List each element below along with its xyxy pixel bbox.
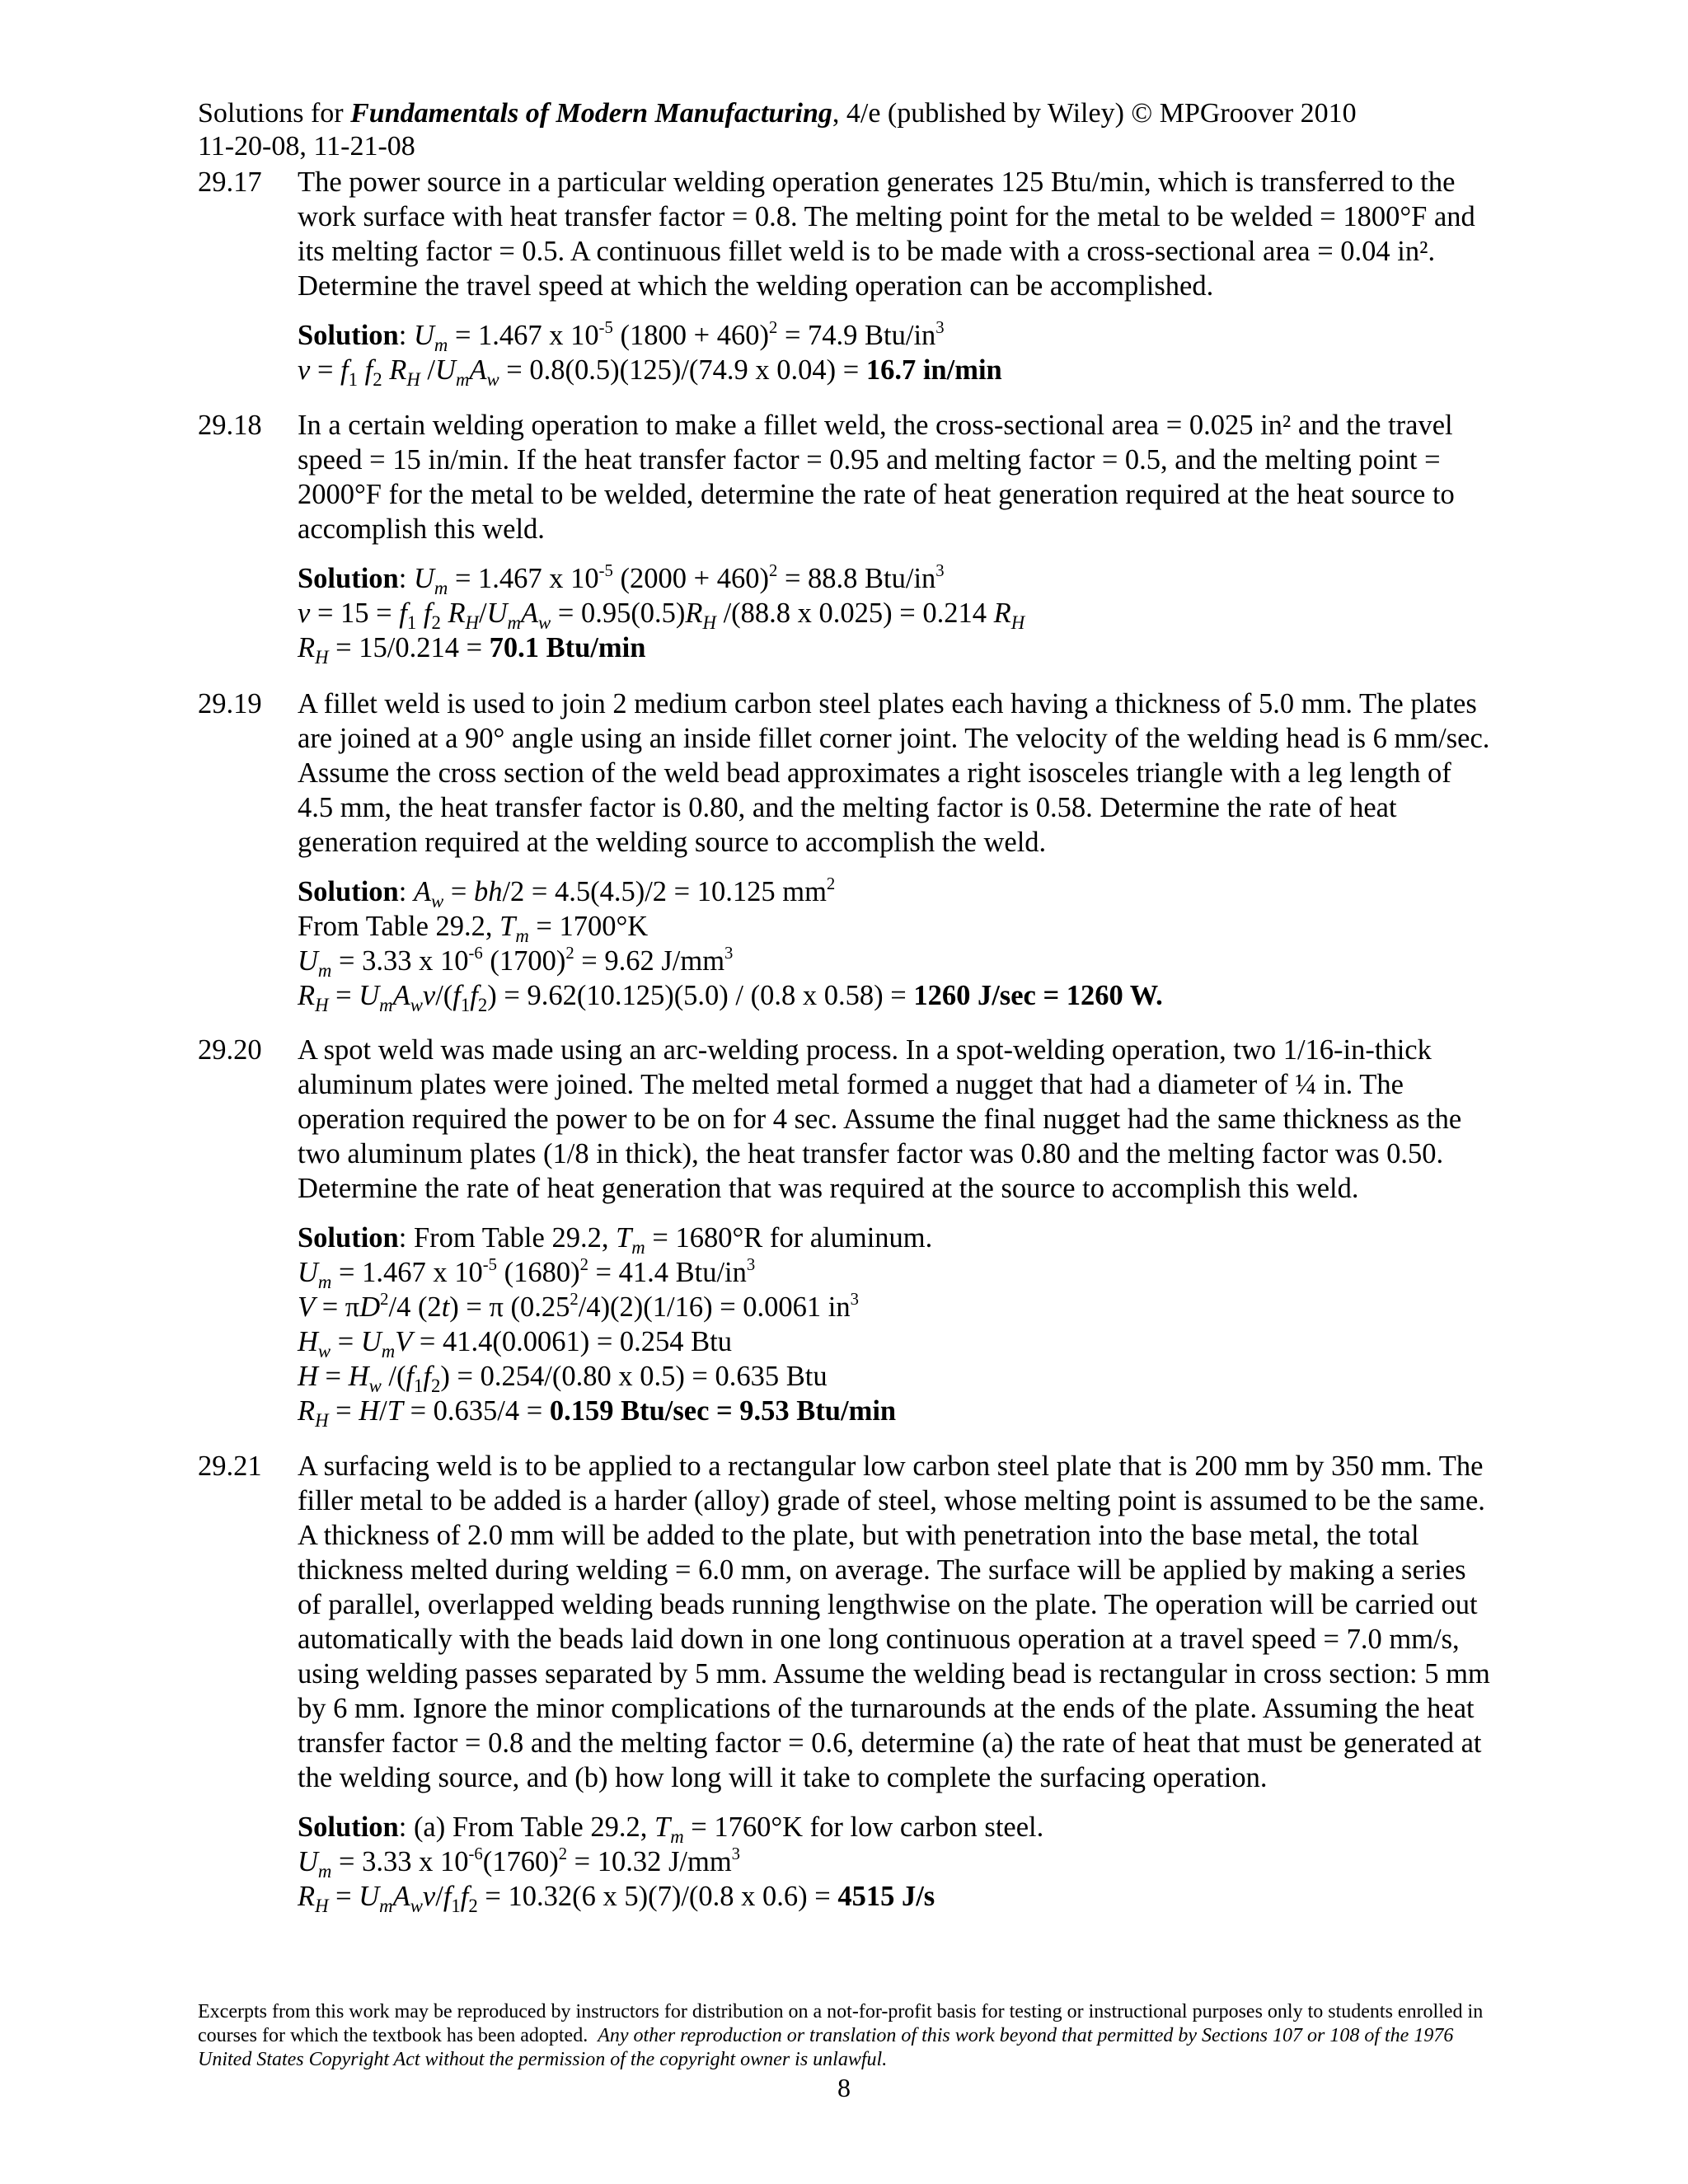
problem-number: 29.19 — [198, 688, 262, 719]
solution-line: Solution: $U_m = 1.467$ x $10^{-5}$ $(1800 + 460)^2 = 74.9$ Btu/$in^3$ — [298, 318, 945, 355]
solution-line: $U_m = 3.33$ x $10^{-6}(1760)^2 = 10.32$ $J/mm^3$ — [298, 1844, 741, 1882]
solution — [298, 874, 1492, 1013]
book-title: Fundamentals of Modern Manufacturing — [350, 98, 832, 129]
header-suffix: , 4/e (published by Wiley) © MPGroover 2010 — [832, 98, 1357, 129]
problem-number: 29.21 — [198, 1451, 262, 1482]
solution-line: $R_H = U_mA_wv/f_1f_2 = 10.32(6$ x 5)(7)/(0.8 x 0.6) = 4515 J/s — [298, 1881, 935, 1916]
footer-plain: Excerpts from this work may be reproduced by instructors for distribution on a not-for-profit basis for testing or instructional purposes only to students enrolled in courses for which the textbook has been adopted. — [198, 2001, 1484, 2046]
solution — [298, 1221, 1492, 1431]
problem-text: A spot weld was made using an arc-welding process. In a spot-welding operation, two 1/16-in-thick aluminum plates were joined. The melted metal formed a nugget that had a diameter of ¼ in. The operation required the power to be on for 4 sec. Assume the final nugget had the same thickness as the two aluminum plates (1/8 in thick), the heat transfer factor was 0.80 and the melting factor was 0.50. Determine the rate of heat generation that was required at the source to accomplish this weld. — [298, 1034, 1462, 1204]
copyright-footer — [198, 2000, 1484, 2072]
problem-29-20 — [198, 1033, 1492, 1431]
header-line-1 — [198, 97, 1357, 130]
problem-29-18 — [198, 408, 1492, 668]
solution-line: $U_m = 3.33$ x $10^{-6}$ $(1700)^2 = 9.62$ $J/mm^3$ — [298, 944, 734, 981]
solution-line: $v = 15 = f_1$ $f_2$ $R_H/U_mA_w = 0.95(0.5)R_H$ /(88.8 x 0.025) = 0.214 $R_H$ — [298, 598, 1025, 633]
solution-line: Solution: $A_w = bh/2 = 4.5(4.5)/2 = 10.125$ $mm^2$ — [298, 874, 836, 912]
solution — [298, 561, 1492, 668]
problem-29-21 — [198, 1449, 1492, 1914]
solution-line: $U_m = 1.467$ x $10^{-5}$ $(1680)^2 = 41.4$ Btu/$in^3$ — [298, 1255, 756, 1292]
problem-text: In a certain welding operation to make a fillet weld, the cross-sectional area = 0.025 in² and the travel speed = 15 in/min. If the heat transfer factor = 0.95 and melting factor = 0.5, and the melting point = 2000°F for the metal to be welded, determine the rate of heat generation required at the heat source to accomplish this weld. — [298, 410, 1455, 545]
problem-text: A surfacing weld is to be applied to a rectangular low carbon steel plate that is 200 mm by 350 mm. The filler metal to be added is a harder (alloy) grade of steel, whose melting point is assumed to be the same. A thickness of 2.0 mm will be added to the plate, but with penetration into the base metal, the total thickness melted during welding = 6.0 mm, on average. The surface will be applied by making a series of parallel, overlapped welding beads running lengthwise on the plate. The operation will be carried out automatically with the beads laid down in one long continuous operation at a travel speed = 7.0 mm/s, using welding passes separated by 5 mm. Assume the welding bead is rectangular in cross section: 5 mm by 6 mm. Ignore the minor complications of the turnarounds at the ends of the plate. Assuming the heat transfer factor = 0.8 and the melting factor = 0.6, determine (a) the rate of heat that must be generated at the welding source, and (b) how long will it take to complete the surfacing operation. — [298, 1451, 1490, 1793]
header-dates: 11-20-08, 11-21-08 — [198, 131, 415, 162]
problem-29-19 — [198, 687, 1492, 1013]
solution — [298, 1810, 1492, 1914]
problem-29-17 — [198, 165, 1492, 390]
page-number: 8 — [837, 2073, 851, 2102]
solution-line: $H = H_w$ $/(f_1f_2) = 0.254/(0.80$ x 0.5) = 0.635 Btu — [298, 1361, 828, 1396]
solution-line: $R_H = U_mA_wv/(f_1f_2) = 9.62(10.125)(5.0) / (0.8$ x 0.58) = 1260 J/sec = 1260 W. — [298, 980, 1163, 1015]
solution-line: From Table 29.2, $T_m = 1700^\circ K$ — [298, 911, 649, 946]
problem-number: 29.18 — [198, 410, 262, 441]
solution-line: Solution: $U_m = 1.467$ x $10^{-5}$ $(2000 + 460)^2 = 88.8$ Btu/$in^3$ — [298, 561, 945, 598]
solution-line: $R_H = H/T = 0.635/4 = 0.159$ Btu/sec = 9.53 Btu/min — [298, 1395, 897, 1431]
problem-text: The power source in a particular welding operation generates 125 Btu/min, which is transferred to the work surface with heat transfer factor = 0.8. The melting point for the metal to be welded = 1800°F and its melting factor = 0.5. A continuous fillet weld is to be made with a cross-sectional area = 0.04 in². Determine the travel speed at which the welding operation can be accomplished. — [298, 166, 1475, 302]
solution — [298, 318, 1492, 390]
problem-text: A fillet weld is used to join 2 medium carbon steel plates each having a thickness of 5.0 mm. The plates are joined at a 90° angle using an inside fillet corner joint. The velocity of the welding head is 6 mm/sec. Assume the cross section of the weld bead approximates a right isosceles triangle with a leg length of 4.5 mm, the heat transfer factor is 0.80, and the melting factor is 0.58. Determine the rate of heat generation required at the welding source to accomplish the weld. — [298, 688, 1490, 858]
page-header — [198, 97, 1357, 163]
solution-line: $H_w = U_mV = 41.4(0.0061) = 0.254$ Btu — [298, 1326, 733, 1361]
solution-line: Solution: From Table 29.2, $T_m = 1680^\circ R$ for aluminum. — [298, 1222, 933, 1258]
solution-line: $R_H = 15/0.214 = 70.1$ Btu/min — [298, 632, 646, 668]
problem-number: 29.17 — [198, 166, 262, 198]
header-prefix: Solutions for — [198, 98, 351, 129]
footer-italic: Any other reproduction or translation of this work beyond that permitted by Sections 107 or 108 of the 1976 United States Copyright Act without the permission of the copyright owner is unlawful. — [198, 2025, 1454, 2070]
solution-line: $V = \pi D^2/4$ (2t) = π $(0.25^2/4)(2)(1/16) = 0.0061$ $in^3$ — [298, 1290, 859, 1323]
problem-number: 29.20 — [198, 1034, 262, 1066]
solution-line: $v = f_1$ $f_2$ $R_H$ $/U_mA_w = 0.8(0.5)(125)/(74.9$ x 0.04) = 16.7 in/min — [298, 354, 1002, 390]
solution-line: Solution: (a) From Table 29.2, $T_m = 1760^\circ K$ for low carbon steel. — [298, 1811, 1044, 1847]
